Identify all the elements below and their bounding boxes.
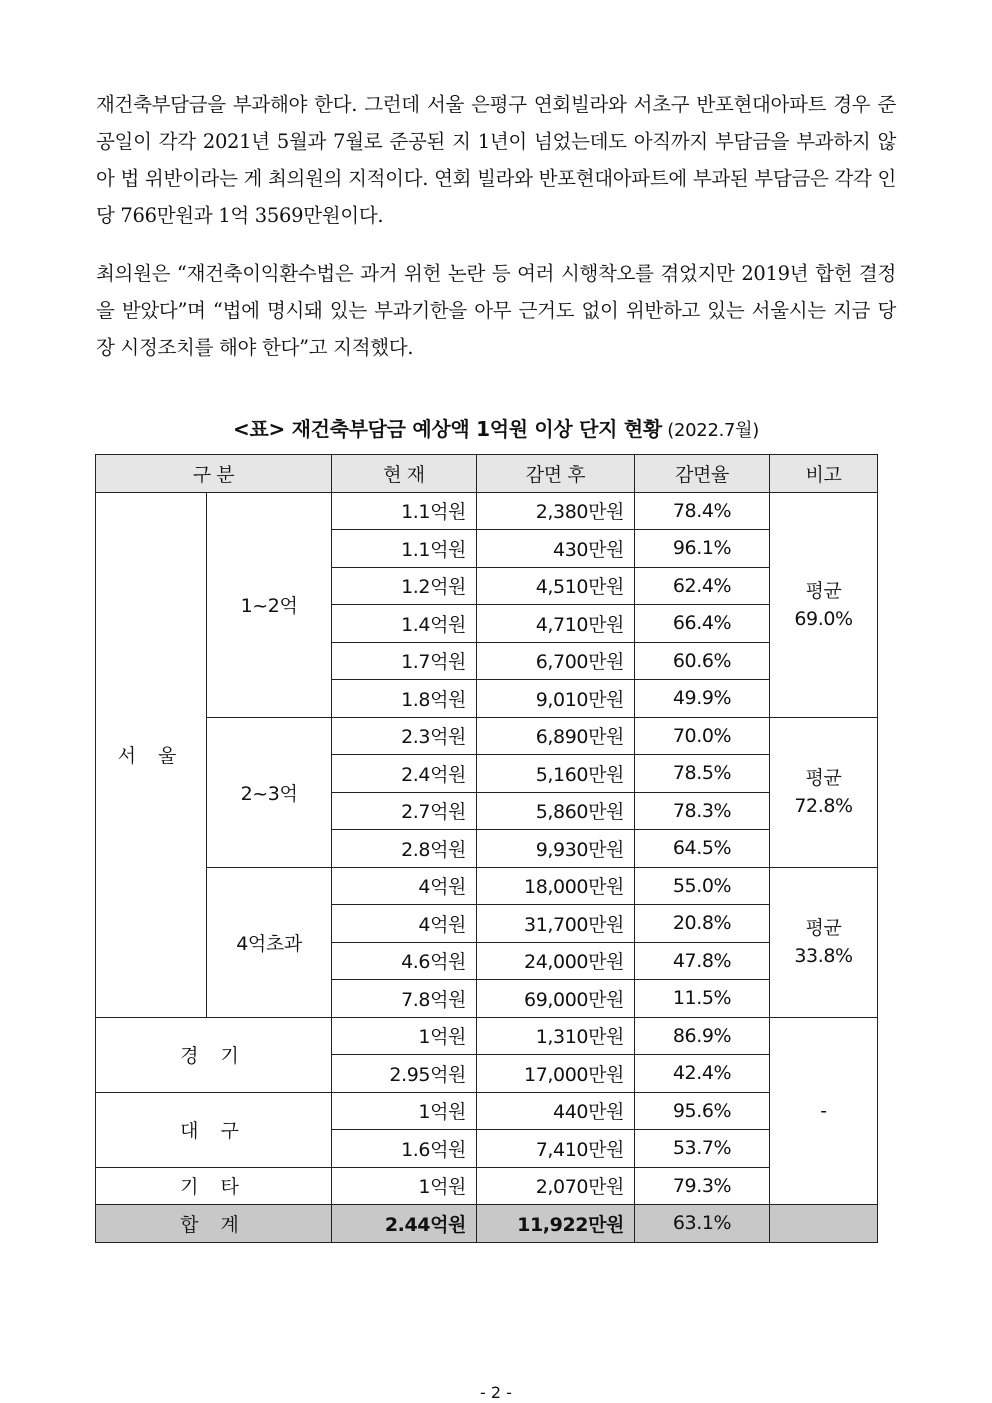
cell-current: 4억원	[332, 905, 477, 943]
note-average-2	[770, 717, 878, 867]
cell-rate: 64.5%	[635, 830, 770, 868]
cell-current: 7.8억원	[332, 980, 477, 1018]
cell-current: 2.7억원	[332, 792, 477, 830]
total-current: 2.44억원	[332, 1205, 477, 1243]
cell-rate: 42.4%	[635, 1055, 770, 1093]
cell-after: 430만원	[477, 530, 635, 568]
table-row	[96, 717, 878, 755]
cell-rate: 95.6%	[635, 1092, 770, 1130]
cell-current: 4.6억원	[332, 942, 477, 980]
cell-after: 24,000만원	[477, 942, 635, 980]
table-row	[96, 1167, 878, 1205]
body-paragraph-1: 재건축부담금을 부과해야 한다. 그런데 서울 은평구 연회빌라와 서초구 반포현대아파트 경우 준공일이 각각 2021년 5월과 7월로 준공된 지 1년이 넘었는데도 아직까지 부담금을 부과하지 않아 법 위반이라는 게 최의원의 지적이다. 연회 빌라와 반포현대아파트에 부과된 부담금은 각각 인당 766만원과 1억 3569만원이다.	[96, 93, 896, 227]
cell-rate: 66.4%	[635, 605, 770, 643]
cell-current: 2.4억원	[332, 755, 477, 793]
table-row	[96, 492, 878, 530]
cell-after: 1,310만원	[477, 1017, 635, 1055]
cell-rate: 47.8%	[635, 942, 770, 980]
note-label: 평균	[805, 917, 842, 939]
cell-rate: 78.3%	[635, 792, 770, 830]
cell-current: 1.6억원	[332, 1130, 477, 1168]
cell-after: 6,890만원	[477, 717, 635, 755]
note-value: 69.0%	[794, 607, 853, 630]
region-etc: 기 타	[96, 1167, 332, 1205]
cell-after: 9,930만원	[477, 830, 635, 868]
cell-rate: 79.3%	[635, 1167, 770, 1205]
table-caption-title: <표> 재건축부담금 예상액 1억원 이상 단지 현황	[232, 417, 662, 441]
total-label: 합 계	[96, 1205, 332, 1243]
table-row	[96, 867, 878, 905]
note-label: 평균	[805, 767, 842, 789]
cell-after: 7,410만원	[477, 1130, 635, 1168]
cell-rate: 70.0%	[635, 717, 770, 755]
cell-current: 4억원	[332, 867, 477, 905]
total-note-empty	[770, 1205, 878, 1243]
table-row	[96, 1092, 878, 1130]
cell-rate: 20.8%	[635, 905, 770, 943]
cell-rate: 53.7%	[635, 1130, 770, 1168]
region-gyeonggi: 경 기	[96, 1017, 332, 1092]
cell-current: 1억원	[332, 1017, 477, 1055]
page-number: - 2 -	[480, 1383, 512, 1402]
note-value: 72.8%	[794, 795, 853, 817]
cell-rate: 78.4%	[635, 492, 770, 530]
total-rate: 63.1%	[635, 1205, 770, 1243]
region-seoul: 서 울	[96, 492, 207, 1017]
note-average-1	[770, 492, 878, 717]
body-paragraph-2: 최의원은 “재건축이익환수법은 과거 위헌 논란 등 여러 시행착오를 겪었지만 2019년 합헌 결정을 받았다”며 “법에 명시돼 있는 부과기한을 아무 근거도 없이 위반하고 있는 서울시는 지금 당장 시정조치를 해야 한다”고 지적했다.	[96, 262, 896, 359]
cell-after: 440만원	[477, 1092, 635, 1130]
cell-after: 17,000만원	[477, 1055, 635, 1093]
table-caption-date: (2022.7월)	[661, 420, 759, 441]
header-note: 비고	[770, 455, 878, 493]
cell-current: 1억원	[332, 1167, 477, 1205]
cell-rate: 49.9%	[635, 680, 770, 718]
cell-current: 1.2억원	[332, 567, 477, 605]
cell-rate: 60.6%	[635, 642, 770, 680]
cell-current: 2.8억원	[332, 830, 477, 868]
cell-rate: 78.5%	[635, 755, 770, 793]
cell-rate: 62.4%	[635, 567, 770, 605]
total-after: 11,922만원	[477, 1205, 635, 1243]
group-2-3: 2~3억	[207, 717, 332, 867]
header-current: 현 재	[332, 455, 477, 493]
cell-current: 2.3억원	[332, 717, 477, 755]
cell-after: 69,000만원	[477, 980, 635, 1018]
cell-current: 1억원	[332, 1092, 477, 1130]
cell-after: 9,010만원	[477, 680, 635, 718]
note-value: 33.8%	[794, 945, 853, 967]
cell-after: 2,380만원	[477, 492, 635, 530]
note-dash: -	[770, 1017, 878, 1205]
cell-after: 31,700만원	[477, 905, 635, 943]
cell-after: 4,710만원	[477, 605, 635, 643]
header-rate: 감면율	[635, 455, 770, 493]
table-row	[96, 1017, 878, 1055]
cell-rate: 96.1%	[635, 530, 770, 568]
region-daegu: 대 구	[96, 1092, 332, 1167]
reconstruction-charge-table	[95, 454, 878, 1243]
header-after: 감면 후	[477, 455, 635, 493]
cell-rate: 11.5%	[635, 980, 770, 1018]
cell-after: 18,000만원	[477, 867, 635, 905]
cell-current: 1.7억원	[332, 642, 477, 680]
group-1-2: 1~2억	[207, 492, 332, 717]
note-average-3	[770, 867, 878, 1017]
cell-rate: 55.0%	[635, 867, 770, 905]
cell-after: 2,070만원	[477, 1167, 635, 1205]
header-category: 구 분	[96, 455, 332, 493]
group-over-4: 4억초과	[207, 867, 332, 1017]
cell-rate: 86.9%	[635, 1017, 770, 1055]
cell-after: 6,700만원	[477, 642, 635, 680]
table-header-row	[96, 455, 878, 493]
note-label: 평균	[805, 579, 842, 602]
cell-current: 2.95억원	[332, 1055, 477, 1093]
cell-current: 1.1억원	[332, 492, 477, 530]
cell-current: 1.4억원	[332, 605, 477, 643]
cell-current: 1.8억원	[332, 680, 477, 718]
cell-after: 5,860만원	[477, 792, 635, 830]
cell-after: 5,160만원	[477, 755, 635, 793]
cell-after: 4,510만원	[477, 567, 635, 605]
table-caption	[96, 413, 896, 442]
cell-current: 1.1억원	[332, 530, 477, 568]
table-total-row	[96, 1205, 878, 1243]
